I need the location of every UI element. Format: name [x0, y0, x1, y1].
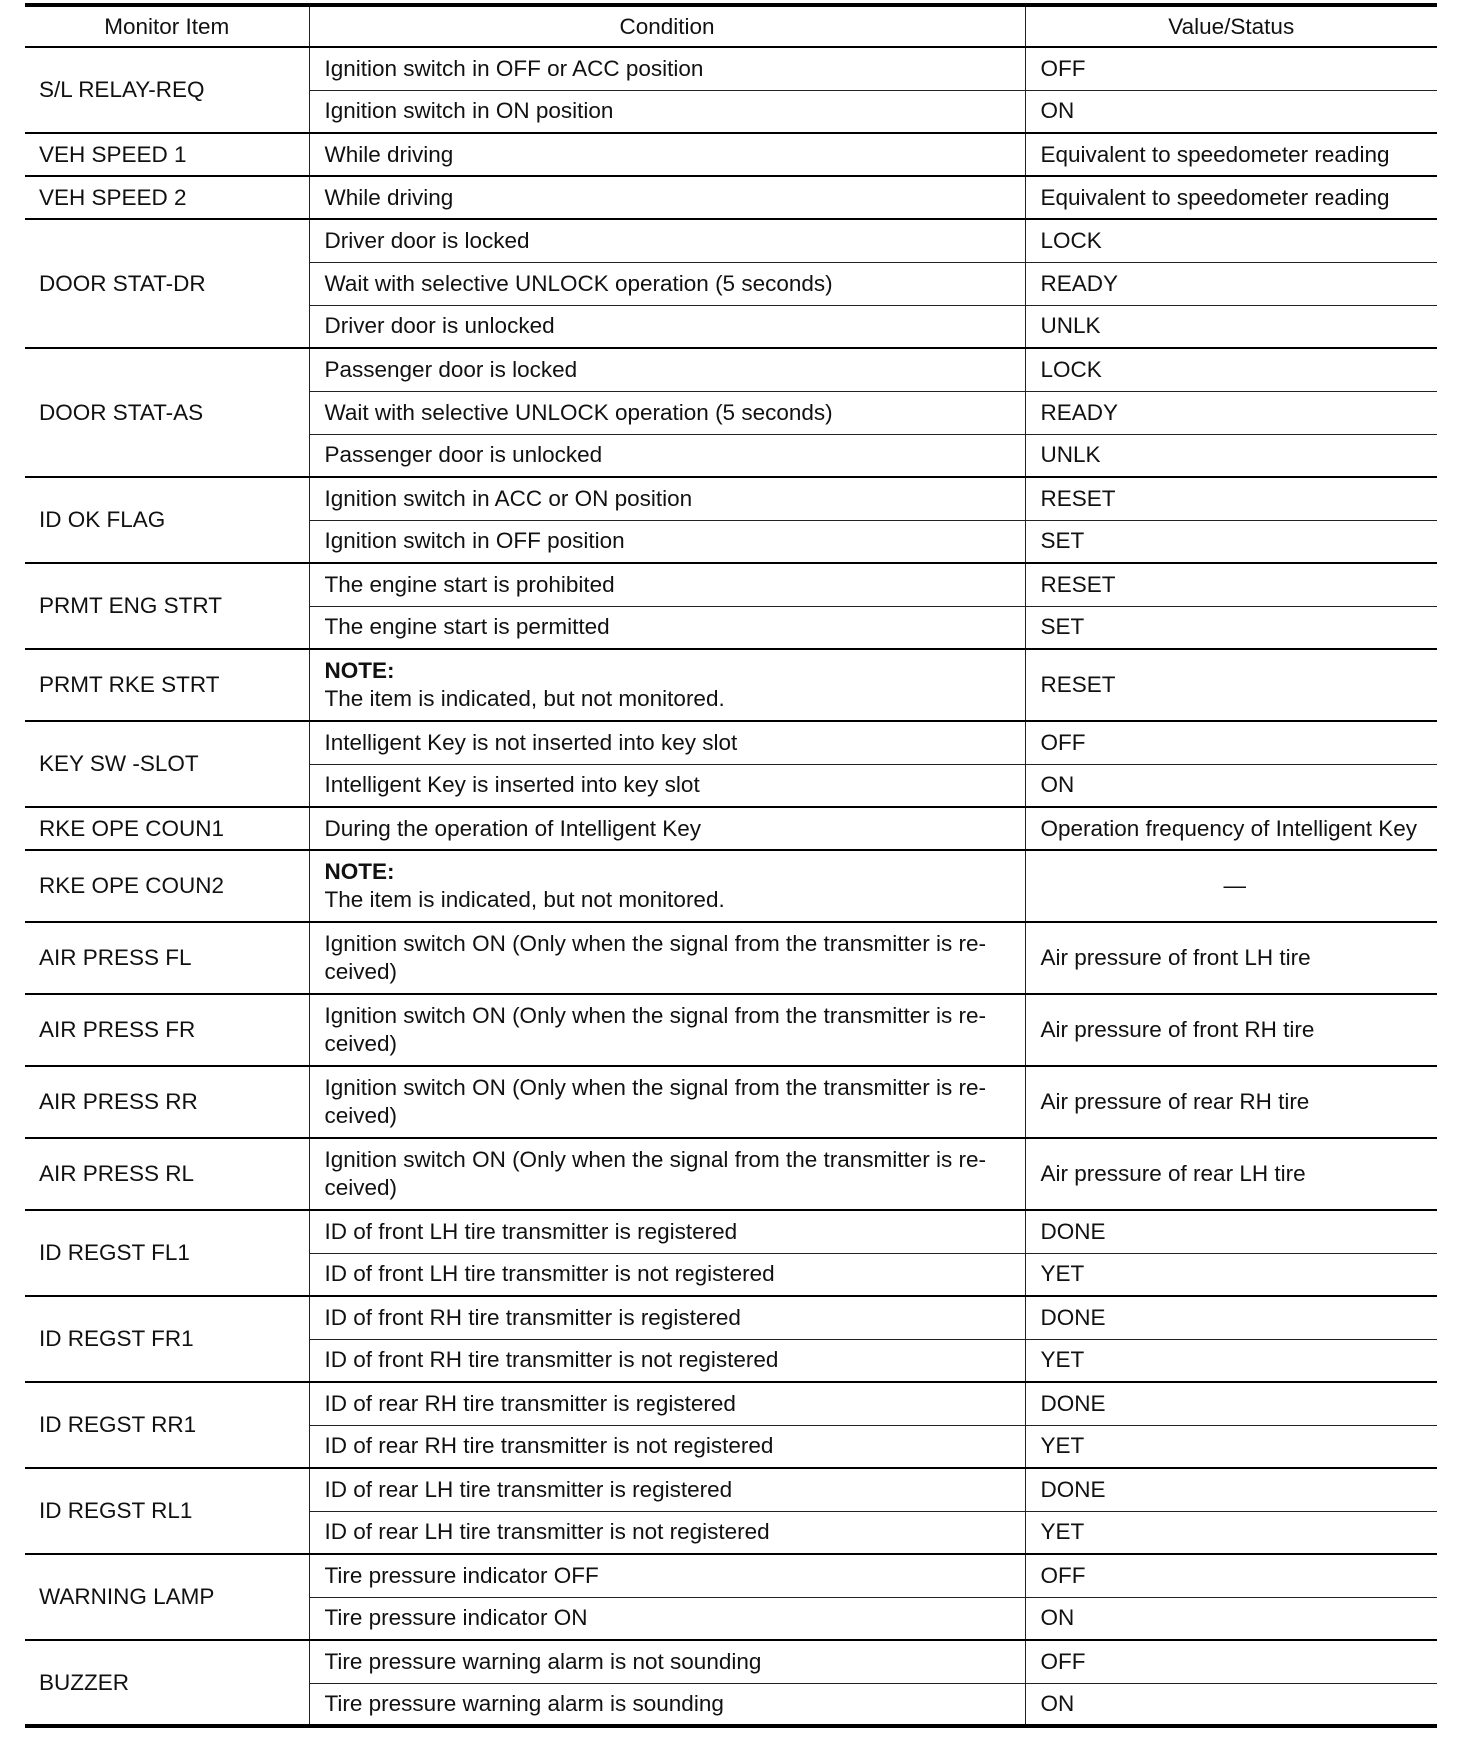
- condition-cell: Intelligent Key is not inserted into key slot: [309, 721, 1025, 764]
- condition-cell: [309, 850, 1025, 922]
- value-status-cell: YET: [1025, 1253, 1437, 1296]
- condition-cell: Tire pressure warning alarm is not sounding: [309, 1640, 1025, 1683]
- condition-cell: Ignition switch ON (Only when the signal from the transmitter is re-ceived): [309, 994, 1025, 1066]
- value-status-cell: OFF: [1025, 1640, 1437, 1683]
- value-status-cell: RESET: [1025, 477, 1437, 520]
- value-status-cell: DONE: [1025, 1468, 1437, 1511]
- value-status-cell: YET: [1025, 1339, 1437, 1382]
- table-row: [25, 1554, 1437, 1597]
- header-monitor-item: Monitor Item: [25, 5, 309, 47]
- condition-cell: The engine start is permitted: [309, 606, 1025, 649]
- value-status-cell: ON: [1025, 764, 1437, 807]
- monitor-item-cell: DOOR STAT-AS: [25, 348, 309, 477]
- note-label: NOTE:: [324, 658, 395, 683]
- value-status-cell: SET: [1025, 520, 1437, 563]
- table-row: [25, 1210, 1437, 1253]
- condition-cell: Tire pressure indicator OFF: [309, 1554, 1025, 1597]
- monitor-item-cell: WARNING LAMP: [25, 1554, 309, 1640]
- condition-cell: ID of front RH tire transmitter is registered: [309, 1296, 1025, 1339]
- table-row: [25, 1640, 1437, 1683]
- value-status-cell: RESET: [1025, 649, 1437, 721]
- monitor-item-cell: PRMT ENG STRT: [25, 563, 309, 649]
- value-status-cell: DONE: [1025, 1296, 1437, 1339]
- table-row: [25, 176, 1437, 219]
- condition-cell: Ignition switch in ON position: [309, 90, 1025, 133]
- value-status-cell: ON: [1025, 1683, 1437, 1726]
- monitor-item-cell: ID REGST FL1: [25, 1210, 309, 1296]
- header-row: [25, 5, 1437, 47]
- condition-cell: Wait with selective UNLOCK operation (5 seconds): [309, 391, 1025, 434]
- value-status-cell: LOCK: [1025, 348, 1437, 391]
- monitor-item-cell: ID REGST RL1: [25, 1468, 309, 1554]
- value-status-cell: DONE: [1025, 1382, 1437, 1425]
- condition-cell: Driver door is unlocked: [309, 305, 1025, 348]
- condition-cell: ID of front LH tire transmitter is registered: [309, 1210, 1025, 1253]
- condition-cell: During the operation of Intelligent Key: [309, 807, 1025, 850]
- condition-cell: ID of front RH tire transmitter is not registered: [309, 1339, 1025, 1382]
- monitor-table: [25, 3, 1437, 1728]
- monitor-item-cell: AIR PRESS RL: [25, 1138, 309, 1210]
- condition-cell: [309, 649, 1025, 721]
- condition-cell: ID of rear RH tire transmitter is registered: [309, 1382, 1025, 1425]
- table-row: [25, 133, 1437, 176]
- condition-cell: Ignition switch in OFF or ACC position: [309, 47, 1025, 90]
- value-status-cell: LOCK: [1025, 219, 1437, 262]
- condition-cell: Driver door is locked: [309, 219, 1025, 262]
- value-status-cell: YET: [1025, 1511, 1437, 1554]
- monitor-item-cell: RKE OPE COUN2: [25, 850, 309, 922]
- condition-cell: Ignition switch ON (Only when the signal from the transmitter is re-ceived): [309, 922, 1025, 994]
- value-status-cell: —: [1025, 850, 1437, 922]
- condition-cell: ID of rear LH tire transmitter is registered: [309, 1468, 1025, 1511]
- value-status-cell: ON: [1025, 1597, 1437, 1640]
- table-row: [25, 563, 1437, 606]
- monitor-item-cell: ID REGST RR1: [25, 1382, 309, 1468]
- table-row: [25, 1382, 1437, 1425]
- monitor-item-cell: S/L RELAY-REQ: [25, 47, 309, 133]
- condition-cell: Ignition switch ON (Only when the signal from the transmitter is re-ceived): [309, 1066, 1025, 1138]
- table-row: [25, 1066, 1437, 1138]
- table-row: [25, 219, 1437, 262]
- condition-cell: Intelligent Key is inserted into key slot: [309, 764, 1025, 807]
- value-status-cell: READY: [1025, 262, 1437, 305]
- table-row: [25, 922, 1437, 994]
- value-status-cell: UNLK: [1025, 434, 1437, 477]
- monitor-item-cell: VEH SPEED 2: [25, 176, 309, 219]
- note-text: The item is indicated, but not monitored.: [324, 686, 725, 711]
- note-text: The item is indicated, but not monitored.: [324, 887, 725, 912]
- condition-cell: ID of rear RH tire transmitter is not registered: [309, 1425, 1025, 1468]
- value-status-cell: OFF: [1025, 721, 1437, 764]
- condition-cell: Passenger door is unlocked: [309, 434, 1025, 477]
- monitor-item-cell: AIR PRESS FR: [25, 994, 309, 1066]
- value-status-cell: YET: [1025, 1425, 1437, 1468]
- condition-cell: Ignition switch in OFF position: [309, 520, 1025, 563]
- table-row: [25, 477, 1437, 520]
- condition-cell: While driving: [309, 176, 1025, 219]
- monitor-item-cell: AIR PRESS FL: [25, 922, 309, 994]
- header-value-status: Value/Status: [1025, 5, 1437, 47]
- monitor-item-cell: ID OK FLAG: [25, 477, 309, 563]
- value-status-cell: DONE: [1025, 1210, 1437, 1253]
- table-row: [25, 1296, 1437, 1339]
- table-row: [25, 850, 1437, 922]
- table-row: [25, 1468, 1437, 1511]
- value-status-cell: RESET: [1025, 563, 1437, 606]
- monitor-item-cell: BUZZER: [25, 1640, 309, 1726]
- monitor-item-cell: PRMT RKE STRT: [25, 649, 309, 721]
- monitor-table-container: [25, 3, 1437, 1728]
- condition-cell: Tire pressure indicator ON: [309, 1597, 1025, 1640]
- table-row: [25, 721, 1437, 764]
- value-status-cell: Air pressure of rear RH tire: [1025, 1066, 1437, 1138]
- value-status-cell: ON: [1025, 90, 1437, 133]
- table-row: [25, 1138, 1437, 1210]
- monitor-item-cell: VEH SPEED 1: [25, 133, 309, 176]
- note-label: NOTE:: [324, 859, 395, 884]
- value-status-cell: OFF: [1025, 47, 1437, 90]
- condition-cell: Passenger door is locked: [309, 348, 1025, 391]
- monitor-item-cell: RKE OPE COUN1: [25, 807, 309, 850]
- value-status-cell: SET: [1025, 606, 1437, 649]
- value-status-cell: OFF: [1025, 1554, 1437, 1597]
- value-status-cell: READY: [1025, 391, 1437, 434]
- header-condition: Condition: [309, 5, 1025, 47]
- table-row: [25, 994, 1437, 1066]
- condition-cell: ID of front LH tire transmitter is not registered: [309, 1253, 1025, 1296]
- value-status-cell: Air pressure of front LH tire: [1025, 922, 1437, 994]
- condition-cell: Tire pressure warning alarm is sounding: [309, 1683, 1025, 1726]
- value-status-cell: Equivalent to speedometer reading: [1025, 133, 1437, 176]
- monitor-item-cell: KEY SW -SLOT: [25, 721, 309, 807]
- value-status-cell: Operation frequency of Intelligent Key: [1025, 807, 1437, 850]
- table-row: [25, 649, 1437, 721]
- value-status-cell: Air pressure of front RH tire: [1025, 994, 1437, 1066]
- monitor-item-cell: AIR PRESS RR: [25, 1066, 309, 1138]
- monitor-item-cell: ID REGST FR1: [25, 1296, 309, 1382]
- condition-cell: The engine start is prohibited: [309, 563, 1025, 606]
- value-status-cell: Equivalent to speedometer reading: [1025, 176, 1437, 219]
- table-row: [25, 807, 1437, 850]
- condition-cell: While driving: [309, 133, 1025, 176]
- monitor-item-cell: DOOR STAT-DR: [25, 219, 309, 348]
- condition-cell: ID of rear LH tire transmitter is not registered: [309, 1511, 1025, 1554]
- value-status-cell: Air pressure of rear LH tire: [1025, 1138, 1437, 1210]
- table-row: [25, 348, 1437, 391]
- table-row: [25, 47, 1437, 90]
- condition-cell: Wait with selective UNLOCK operation (5 seconds): [309, 262, 1025, 305]
- condition-cell: Ignition switch in ACC or ON position: [309, 477, 1025, 520]
- condition-cell: Ignition switch ON (Only when the signal from the transmitter is re-ceived): [309, 1138, 1025, 1210]
- value-status-cell: UNLK: [1025, 305, 1437, 348]
- table-body: [25, 47, 1437, 1726]
